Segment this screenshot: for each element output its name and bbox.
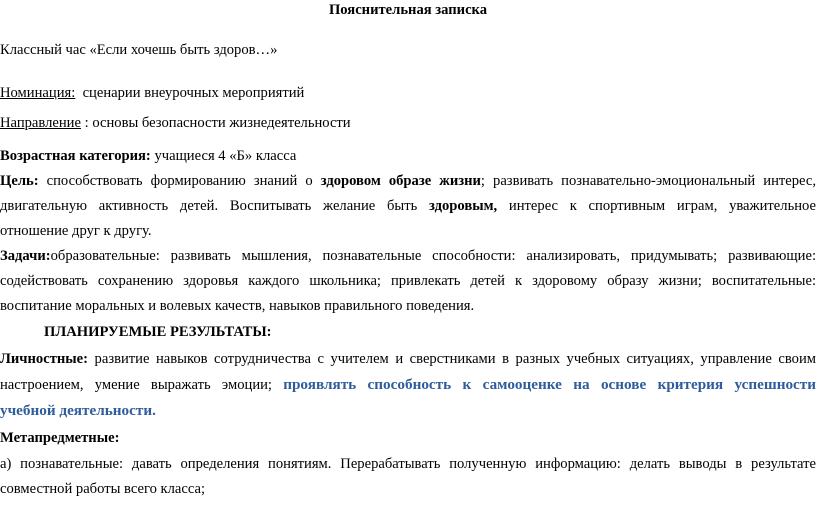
direction-line — [0, 114, 816, 132]
personal-text: настроением, умение выражать эмоции; — [0, 377, 284, 393]
tasks-line-2: содействовать сохранению здоровья каждого школьника; привлекать детей к здоровому образу жизни; воспитательные: — [0, 273, 816, 289]
goal-line-1 — [0, 172, 816, 190]
document-title: Пояснительная записка — [328, 2, 488, 18]
age-label: Возрастная категория: — [0, 148, 151, 164]
goal-emphasis: здоровом образе жизни — [320, 173, 481, 189]
nomination-value: сценарии внеурочных мероприятий — [75, 85, 305, 101]
direction-label: Направление — [0, 115, 81, 131]
age-value: учащиеся 4 «Б» класса — [150, 148, 297, 164]
goal-text: ; развивать познавательно-эмоциональный интерес, — [480, 173, 816, 189]
personal-highlight: учебной деятельности. — [0, 402, 156, 419]
nomination-line — [0, 84, 816, 102]
tasks-label: Задачи: — [0, 248, 51, 264]
tasks-text: образовательные: развивать мышления, познавательные способности: анализировать, придумывать; развивающие: — [50, 248, 816, 264]
results-heading: ПЛАНИРУЕМЫЕ РЕЗУЛЬТАТЫ: — [44, 324, 272, 340]
goal-text: двигательную активность детей. Воспитывать желание быть — [0, 198, 429, 214]
direction-value: : основы безопасности жизнедеятельности — [80, 115, 351, 131]
personal-line-3 — [0, 402, 816, 420]
tasks-line-1 — [0, 247, 816, 265]
cognitive-line-2: совместной работы всего класса; — [0, 481, 206, 497]
meta-heading: Метапредметные: — [0, 430, 120, 446]
goal-text: интерес к спортивным играм, уважительное — [497, 198, 816, 214]
age-line — [0, 147, 816, 165]
cognitive-line-1: а) познавательные: давать определения понятиям. Перерабатывать полученную информацию: делать выводы в результате — [0, 456, 816, 472]
goal-line-3: отношение друг к другу. — [0, 223, 152, 239]
personal-label: Личностные: — [0, 351, 89, 367]
tasks-line-3: воспитание моральных и волевых качеств, навыков правильного поведения. — [0, 298, 475, 314]
goal-line-2 — [0, 197, 816, 215]
goal-label: Цель: — [0, 173, 39, 189]
nomination-label: Номинация: — [0, 85, 76, 101]
personal-text: развитие навыков сотрудничества с учителем и сверстниками в разных учебных ситуациях, управление своим — [88, 351, 816, 367]
goal-emphasis: здоровым, — [429, 198, 498, 214]
goal-text: способствовать формированию знаний о — [38, 173, 321, 189]
personal-line-1 — [0, 350, 816, 368]
personal-line-2 — [0, 376, 816, 394]
class-hour-line: Классный час «Если хочешь быть здоров…» — [0, 42, 278, 58]
personal-highlight: проявлять способность к самооценке на основе критерия успешности — [283, 376, 816, 393]
